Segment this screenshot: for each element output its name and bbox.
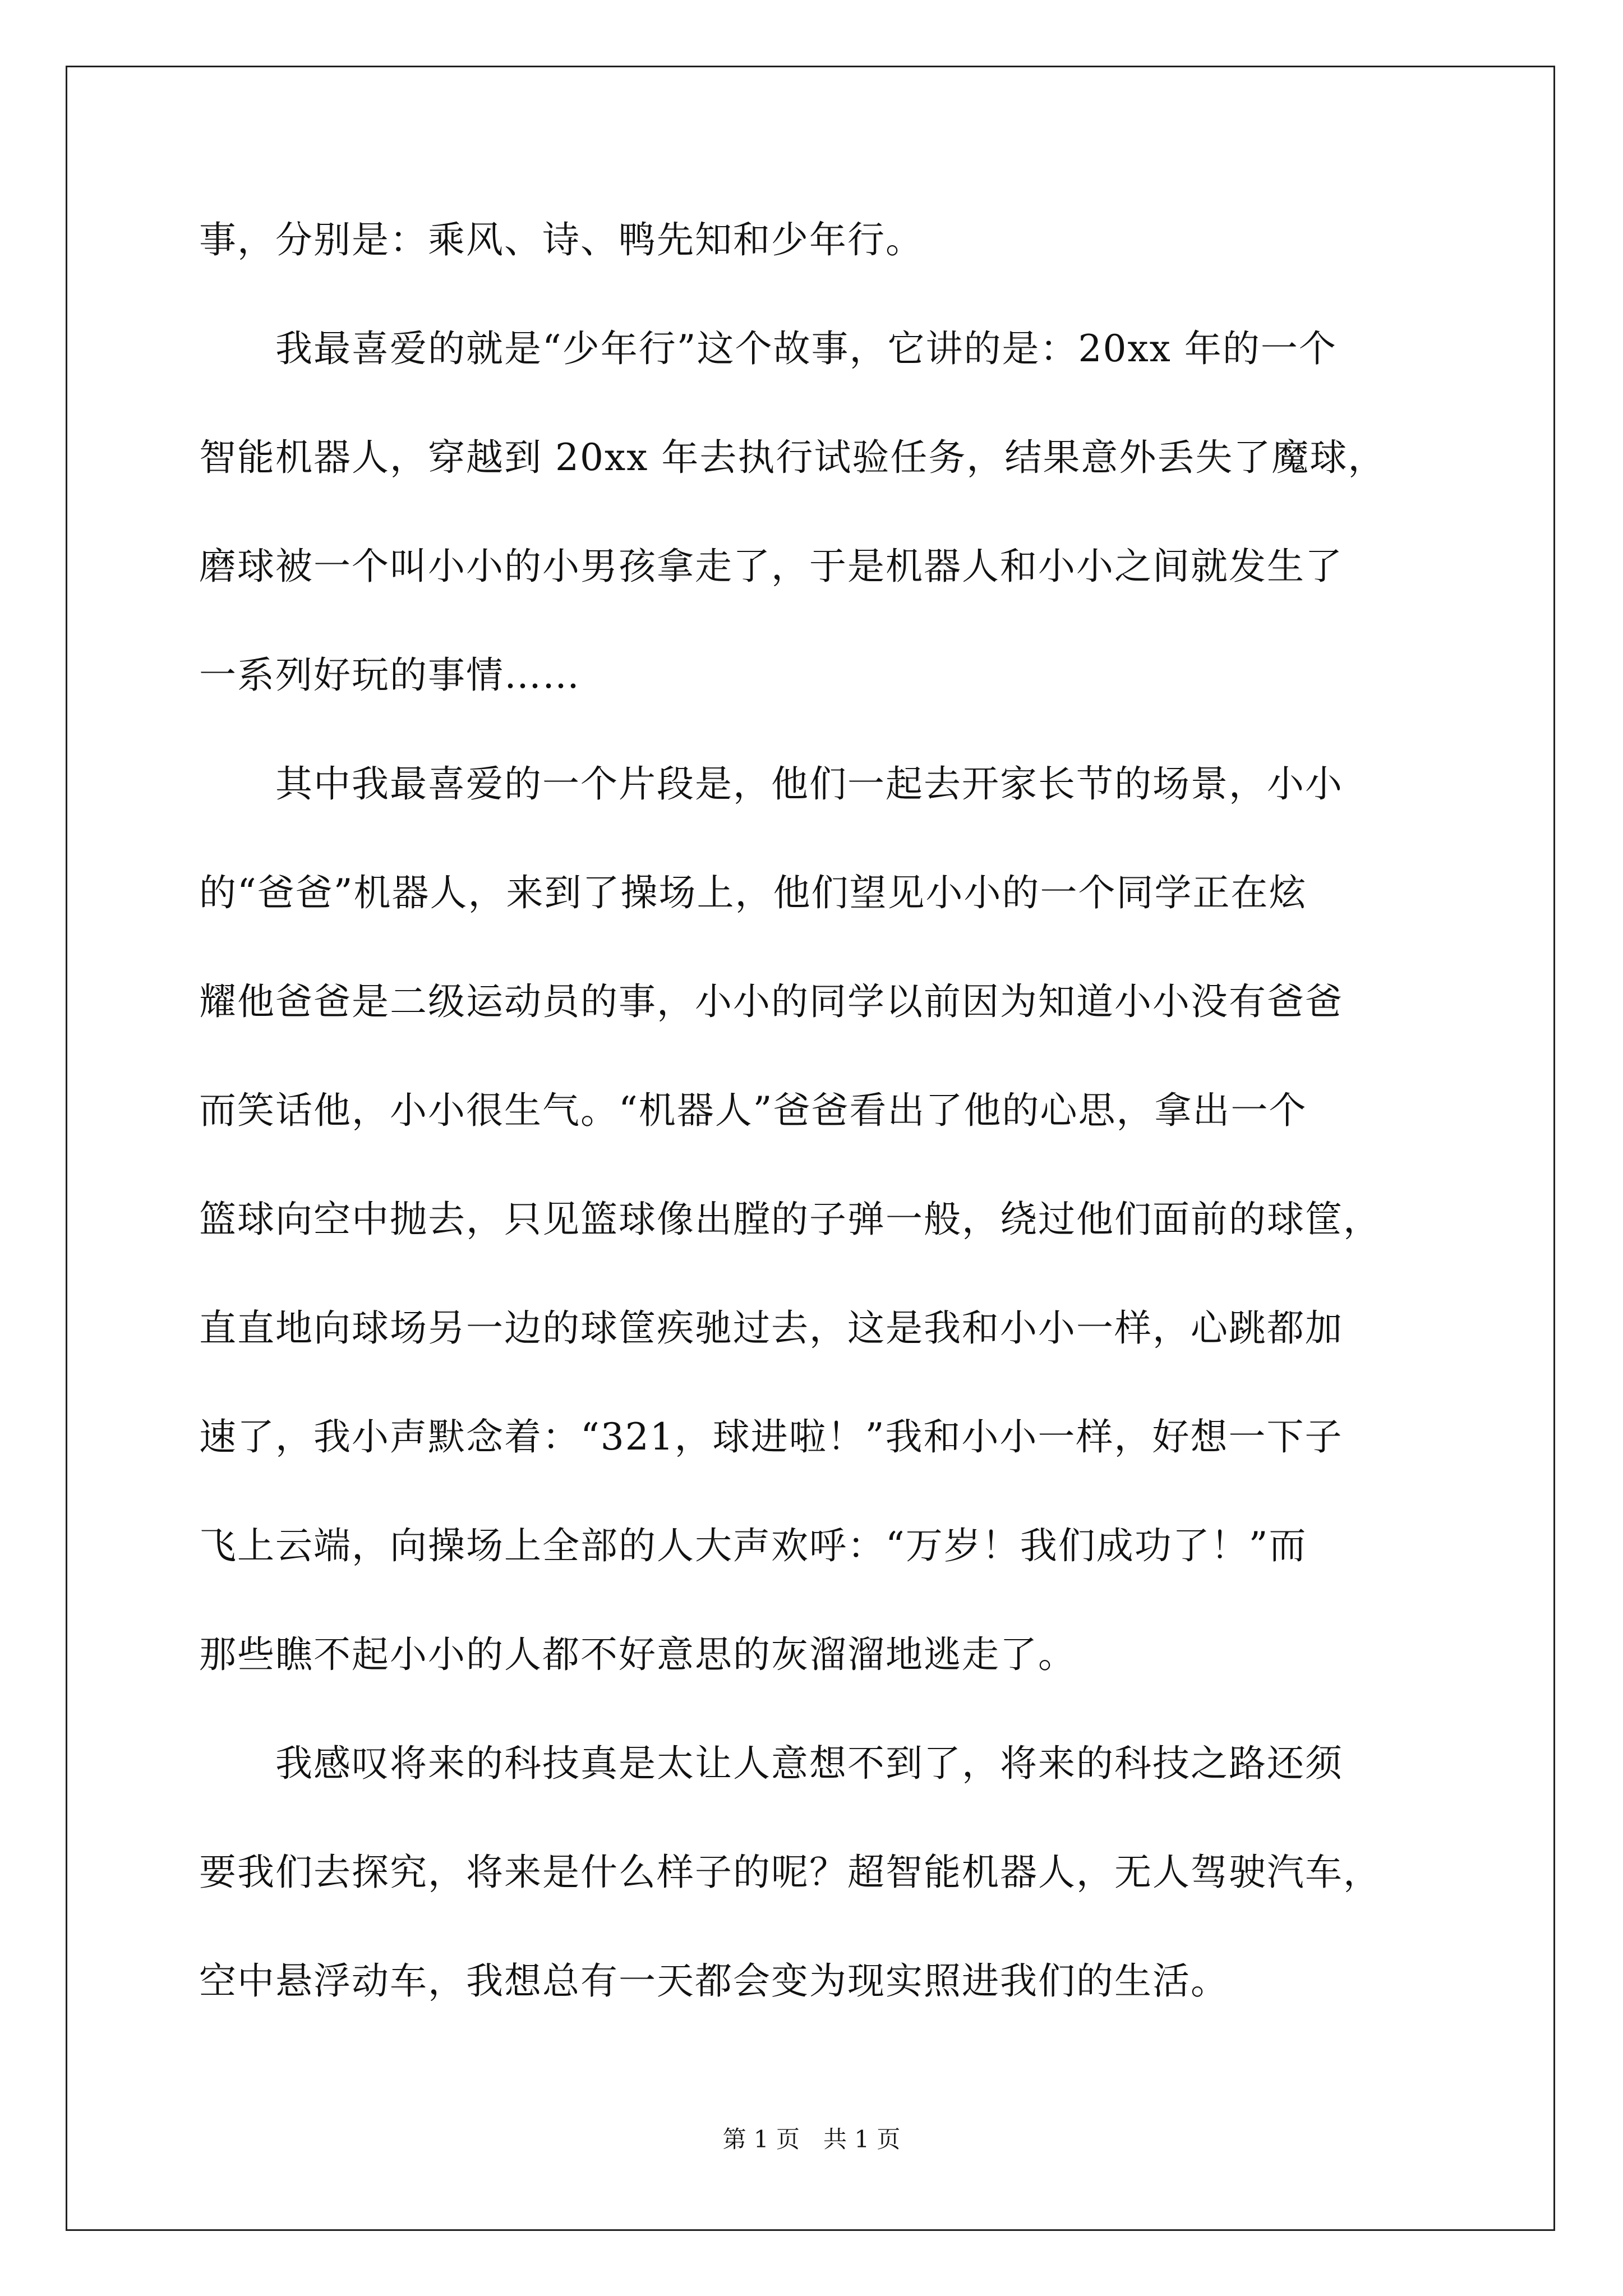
text-line: 飞上云端，向操场上全部的人大声欢呼：“万岁！我们成功了！”而	[199, 1524, 1307, 1567]
text-line: 我最喜爱的就是“少年行”这个故事，它讲的是：20xx 年的一个	[199, 327, 1337, 370]
text-line: 一系列好玩的事情……	[199, 654, 580, 697]
text-line: 磨球被一个叫小小的小男孩拿走了，于是机器人和小小之间就发生了	[199, 545, 1343, 588]
text-line: 的“爸爸”机器人，来到了操场上，他们望见小小的一个同学正在炫	[199, 871, 1307, 914]
text-line: 耀他爸爸是二级运动员的事，小小的同学以前因为知道小小没有爸爸	[199, 980, 1343, 1023]
text-line: 事，分别是：乘风、诗、鸭先知和少年行。	[199, 218, 924, 261]
text-line: 那些瞧不起小小的人都不好意思的灰溜溜地逃走了。	[199, 1633, 1076, 1676]
text-line: 篮球向空中抛去，只见篮球像出膛的子弹一般，绕过他们面前的球筐，	[199, 1198, 1381, 1241]
page-number-footer: 第 1 页 共 1 页	[722, 2125, 901, 2153]
text-line: 其中我最喜爱的一个片段是，他们一起去开家长节的场景，小小	[199, 762, 1343, 806]
text-line: 智能机器人，穿越到 20xx 年去执行试验任务，结果意外丢失了魔球，	[199, 436, 1386, 479]
text-line: 空中悬浮动车，我想总有一天都会变为现实照进我们的生活。	[199, 1959, 1229, 2003]
text-line: 要我们去探究，将来是什么样子的呢？超智能机器人，无人驾驶汽车，	[199, 1851, 1381, 1894]
page-border	[66, 66, 1555, 2231]
text-line: 直直地向球场另一边的球筐疾驰过去，这是我和小小一样，心跳都加	[199, 1306, 1343, 1350]
text-line: 我感叹将来的科技真是太让人意想不到了，将来的科技之路还须	[199, 1742, 1343, 1785]
text-line: 而笑话他，小小很生气。“机器人”爸爸看出了他的心思，拿出一个	[199, 1089, 1307, 1132]
text-line: 速了，我小声默念着：“321，球进啦！”我和小小一样，好想一下子	[199, 1415, 1343, 1458]
